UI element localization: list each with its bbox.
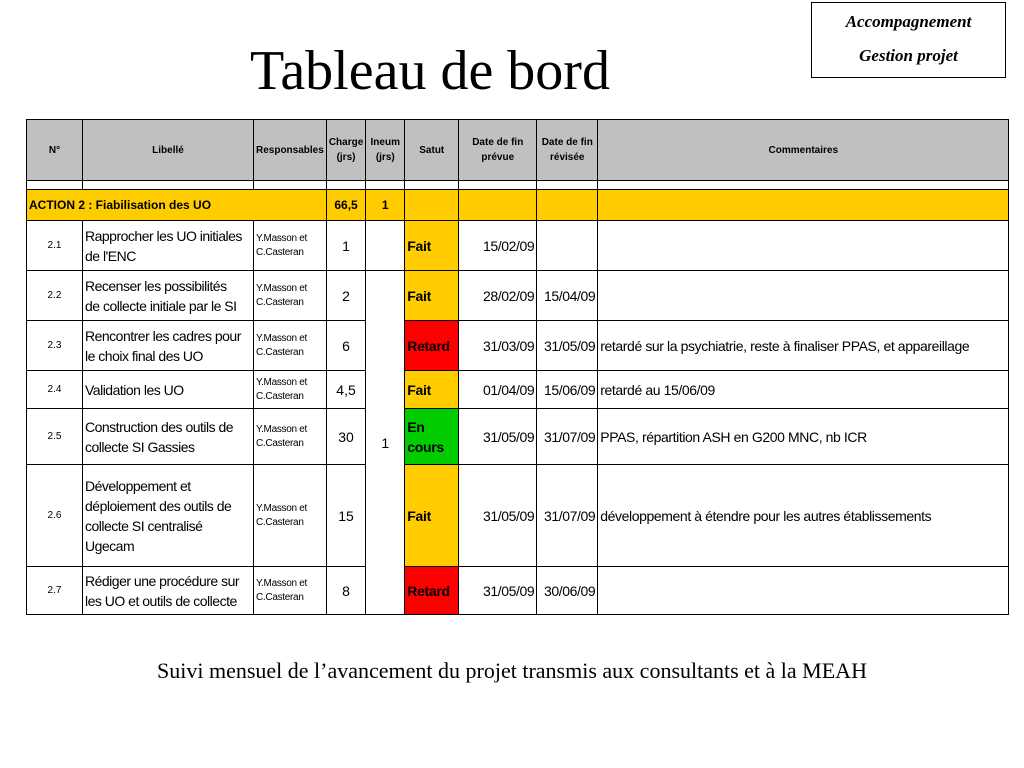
header-date-revisee: [537, 120, 598, 181]
row-libelle: [83, 409, 254, 465]
responsables-line: C.Casteran: [256, 437, 304, 449]
responsables-line: C.Casteran: [256, 296, 304, 308]
row-date-revisee: 31/05/09: [537, 321, 598, 371]
responsables-line: Y.Masson et: [256, 232, 307, 244]
row-date-prevue: 15/02/09: [459, 221, 537, 271]
row-commentaire: [598, 567, 1009, 615]
libelle-line: déploiement des outils de: [85, 497, 232, 514]
responsables-line: C.Casteran: [256, 390, 304, 402]
responsables-line: Y.Masson et: [256, 423, 307, 435]
row-date-revisee: 31/07/09: [537, 409, 598, 465]
header-date-revisee-line1: Date de fin: [541, 137, 593, 148]
row-commentaire: développement à étendre pour les autres établissements: [598, 465, 1009, 567]
status-line: Retard: [407, 337, 450, 354]
table-row: [27, 221, 1009, 271]
row-responsables: [254, 321, 327, 371]
responsables-line: Y.Masson et: [256, 332, 307, 344]
header-charge-line1: Charge: [328, 137, 364, 148]
libelle-line: Rapprocher les UO initiales: [85, 227, 242, 244]
libelle-line: collecte SI Gassies: [85, 438, 195, 455]
status-badge: [405, 221, 459, 271]
libelle-line: les UO et outils de collecte: [85, 592, 237, 609]
row-responsables: [254, 371, 327, 409]
status-line: cours: [407, 438, 444, 455]
row-date-prevue: 28/02/09: [459, 271, 537, 321]
responsables-line: C.Casteran: [256, 246, 304, 258]
row-libelle: [83, 567, 254, 615]
header-date-prevue-line2: prévue: [481, 152, 515, 163]
spacer-row: [27, 181, 1009, 190]
row-number: 2.5: [27, 409, 83, 465]
status-line: Fait: [407, 507, 431, 524]
status-line: Fait: [407, 381, 431, 398]
table-row: [27, 371, 1009, 409]
action-label: ACTION 2 : Fiabilisation des UO: [27, 190, 327, 221]
responsables-line: C.Casteran: [256, 346, 304, 358]
row-charge: 15: [326, 465, 365, 567]
row-charge: 4,5: [326, 371, 365, 409]
header-statut: Satut: [405, 120, 459, 181]
status-line: Fait: [407, 237, 431, 254]
section-label-line2: Gestion projet: [859, 46, 958, 65]
action-ineum: 1: [366, 190, 405, 221]
row-date-prevue: 01/04/09: [459, 371, 537, 409]
header-num: N°: [27, 120, 83, 181]
ineum-merged-cell: 1: [366, 271, 405, 615]
libelle-line: Validation les UO: [85, 381, 184, 398]
responsables-line: C.Casteran: [256, 516, 304, 528]
row-libelle: [83, 371, 254, 409]
row-date-revisee: 31/07/09: [537, 465, 598, 567]
header-row: [27, 120, 1009, 181]
status-badge: [405, 409, 459, 465]
row-responsables: [254, 271, 327, 321]
action-charge: 66,5: [326, 190, 365, 221]
row-charge: 1: [326, 221, 365, 271]
libelle-line: de collecte initiale par le SI: [85, 297, 237, 314]
status-line: Retard: [407, 582, 450, 599]
row-charge: 6: [326, 321, 365, 371]
libelle-line: de l'ENC: [85, 247, 136, 264]
libelle-line: Rencontrer les cadres pour: [85, 327, 241, 344]
row-ineum-empty: [366, 221, 405, 271]
responsables-line: Y.Masson et: [256, 376, 307, 388]
header-date-revisee-line2: révisée: [550, 152, 585, 163]
header-date-prevue-line1: Date de fin: [472, 137, 524, 148]
row-commentaire: retardé sur la psychiatrie, reste à finaliser PPAS, et appareillage: [598, 321, 1009, 371]
header-ineum: [366, 120, 405, 181]
row-date-revisee: 15/06/09: [537, 371, 598, 409]
row-date-revisee: [537, 221, 598, 271]
dashboard-table: [26, 119, 1009, 615]
header-date-prevue: [459, 120, 537, 181]
row-number: 2.1: [27, 221, 83, 271]
row-date-prevue: 31/03/09: [459, 321, 537, 371]
row-charge: 8: [326, 567, 365, 615]
action-row: [27, 190, 1009, 221]
row-responsables: [254, 567, 327, 615]
section-label-line1: Accompagnement: [845, 12, 972, 31]
libelle-line: Construction des outils de: [85, 418, 234, 435]
table-row: [27, 409, 1009, 465]
row-commentaire: retardé au 15/06/09: [598, 371, 1009, 409]
row-commentaire: [598, 271, 1009, 321]
libelle-line: Recenser les possibilités: [85, 277, 227, 294]
header-charge: [326, 120, 365, 181]
table-row: [27, 321, 1009, 371]
table-row: [27, 465, 1009, 567]
status-line: Fait: [407, 287, 431, 304]
libelle-line: collecte SI centralisé: [85, 517, 203, 534]
status-badge: [405, 271, 459, 321]
status-badge: [405, 465, 459, 567]
row-number: 2.4: [27, 371, 83, 409]
row-number: 2.2: [27, 271, 83, 321]
page-title: Tableau de bord: [250, 40, 610, 102]
header-ineum-line2: (jrs): [375, 152, 395, 163]
responsables-line: Y.Masson et: [256, 502, 307, 514]
row-number: 2.6: [27, 465, 83, 567]
header-ineum-line1: Ineum: [370, 137, 400, 148]
row-libelle: [83, 321, 254, 371]
section-label-box: [811, 2, 1006, 78]
row-number: 2.3: [27, 321, 83, 371]
row-commentaire: PPAS, répartition ASH en G200 MNC, nb ICR: [598, 409, 1009, 465]
responsables-line: Y.Masson et: [256, 282, 307, 294]
status-badge: [405, 371, 459, 409]
table-row: [27, 271, 1009, 321]
row-date-prevue: 31/05/09: [459, 567, 537, 615]
row-charge: 2: [326, 271, 365, 321]
row-date-prevue: 31/05/09: [459, 409, 537, 465]
header-charge-line2: (jrs): [336, 152, 356, 163]
row-commentaire: [598, 221, 1009, 271]
row-number: 2.7: [27, 567, 83, 615]
row-date-revisee: 30/06/09: [537, 567, 598, 615]
responsables-line: Y.Masson et: [256, 577, 307, 589]
row-libelle: [83, 465, 254, 567]
header-responsables: Responsables: [254, 120, 327, 181]
row-charge: 30: [326, 409, 365, 465]
status-badge: [405, 567, 459, 615]
row-libelle: [83, 221, 254, 271]
row-responsables: [254, 221, 327, 271]
row-date-prevue: 31/05/09: [459, 465, 537, 567]
table-row: [27, 567, 1009, 615]
row-responsables: [254, 465, 327, 567]
status-line: En: [407, 418, 425, 435]
libelle-line: le choix final des UO: [85, 347, 203, 364]
status-badge: [405, 321, 459, 371]
row-date-revisee: 15/04/09: [537, 271, 598, 321]
header-libelle: Libellé: [83, 120, 254, 181]
libelle-line: Développement et: [85, 477, 191, 494]
footer-note: Suivi mensuel de l’avancement du projet transmis aux consultants et à la MEAH: [157, 658, 867, 683]
libelle-line: Rédiger une procédure sur: [85, 572, 240, 589]
responsables-line: C.Casteran: [256, 591, 304, 603]
libelle-line: Ugecam: [85, 537, 135, 554]
header-commentaires: Commentaires: [598, 120, 1009, 181]
row-responsables: [254, 409, 327, 465]
row-libelle: [83, 271, 254, 321]
